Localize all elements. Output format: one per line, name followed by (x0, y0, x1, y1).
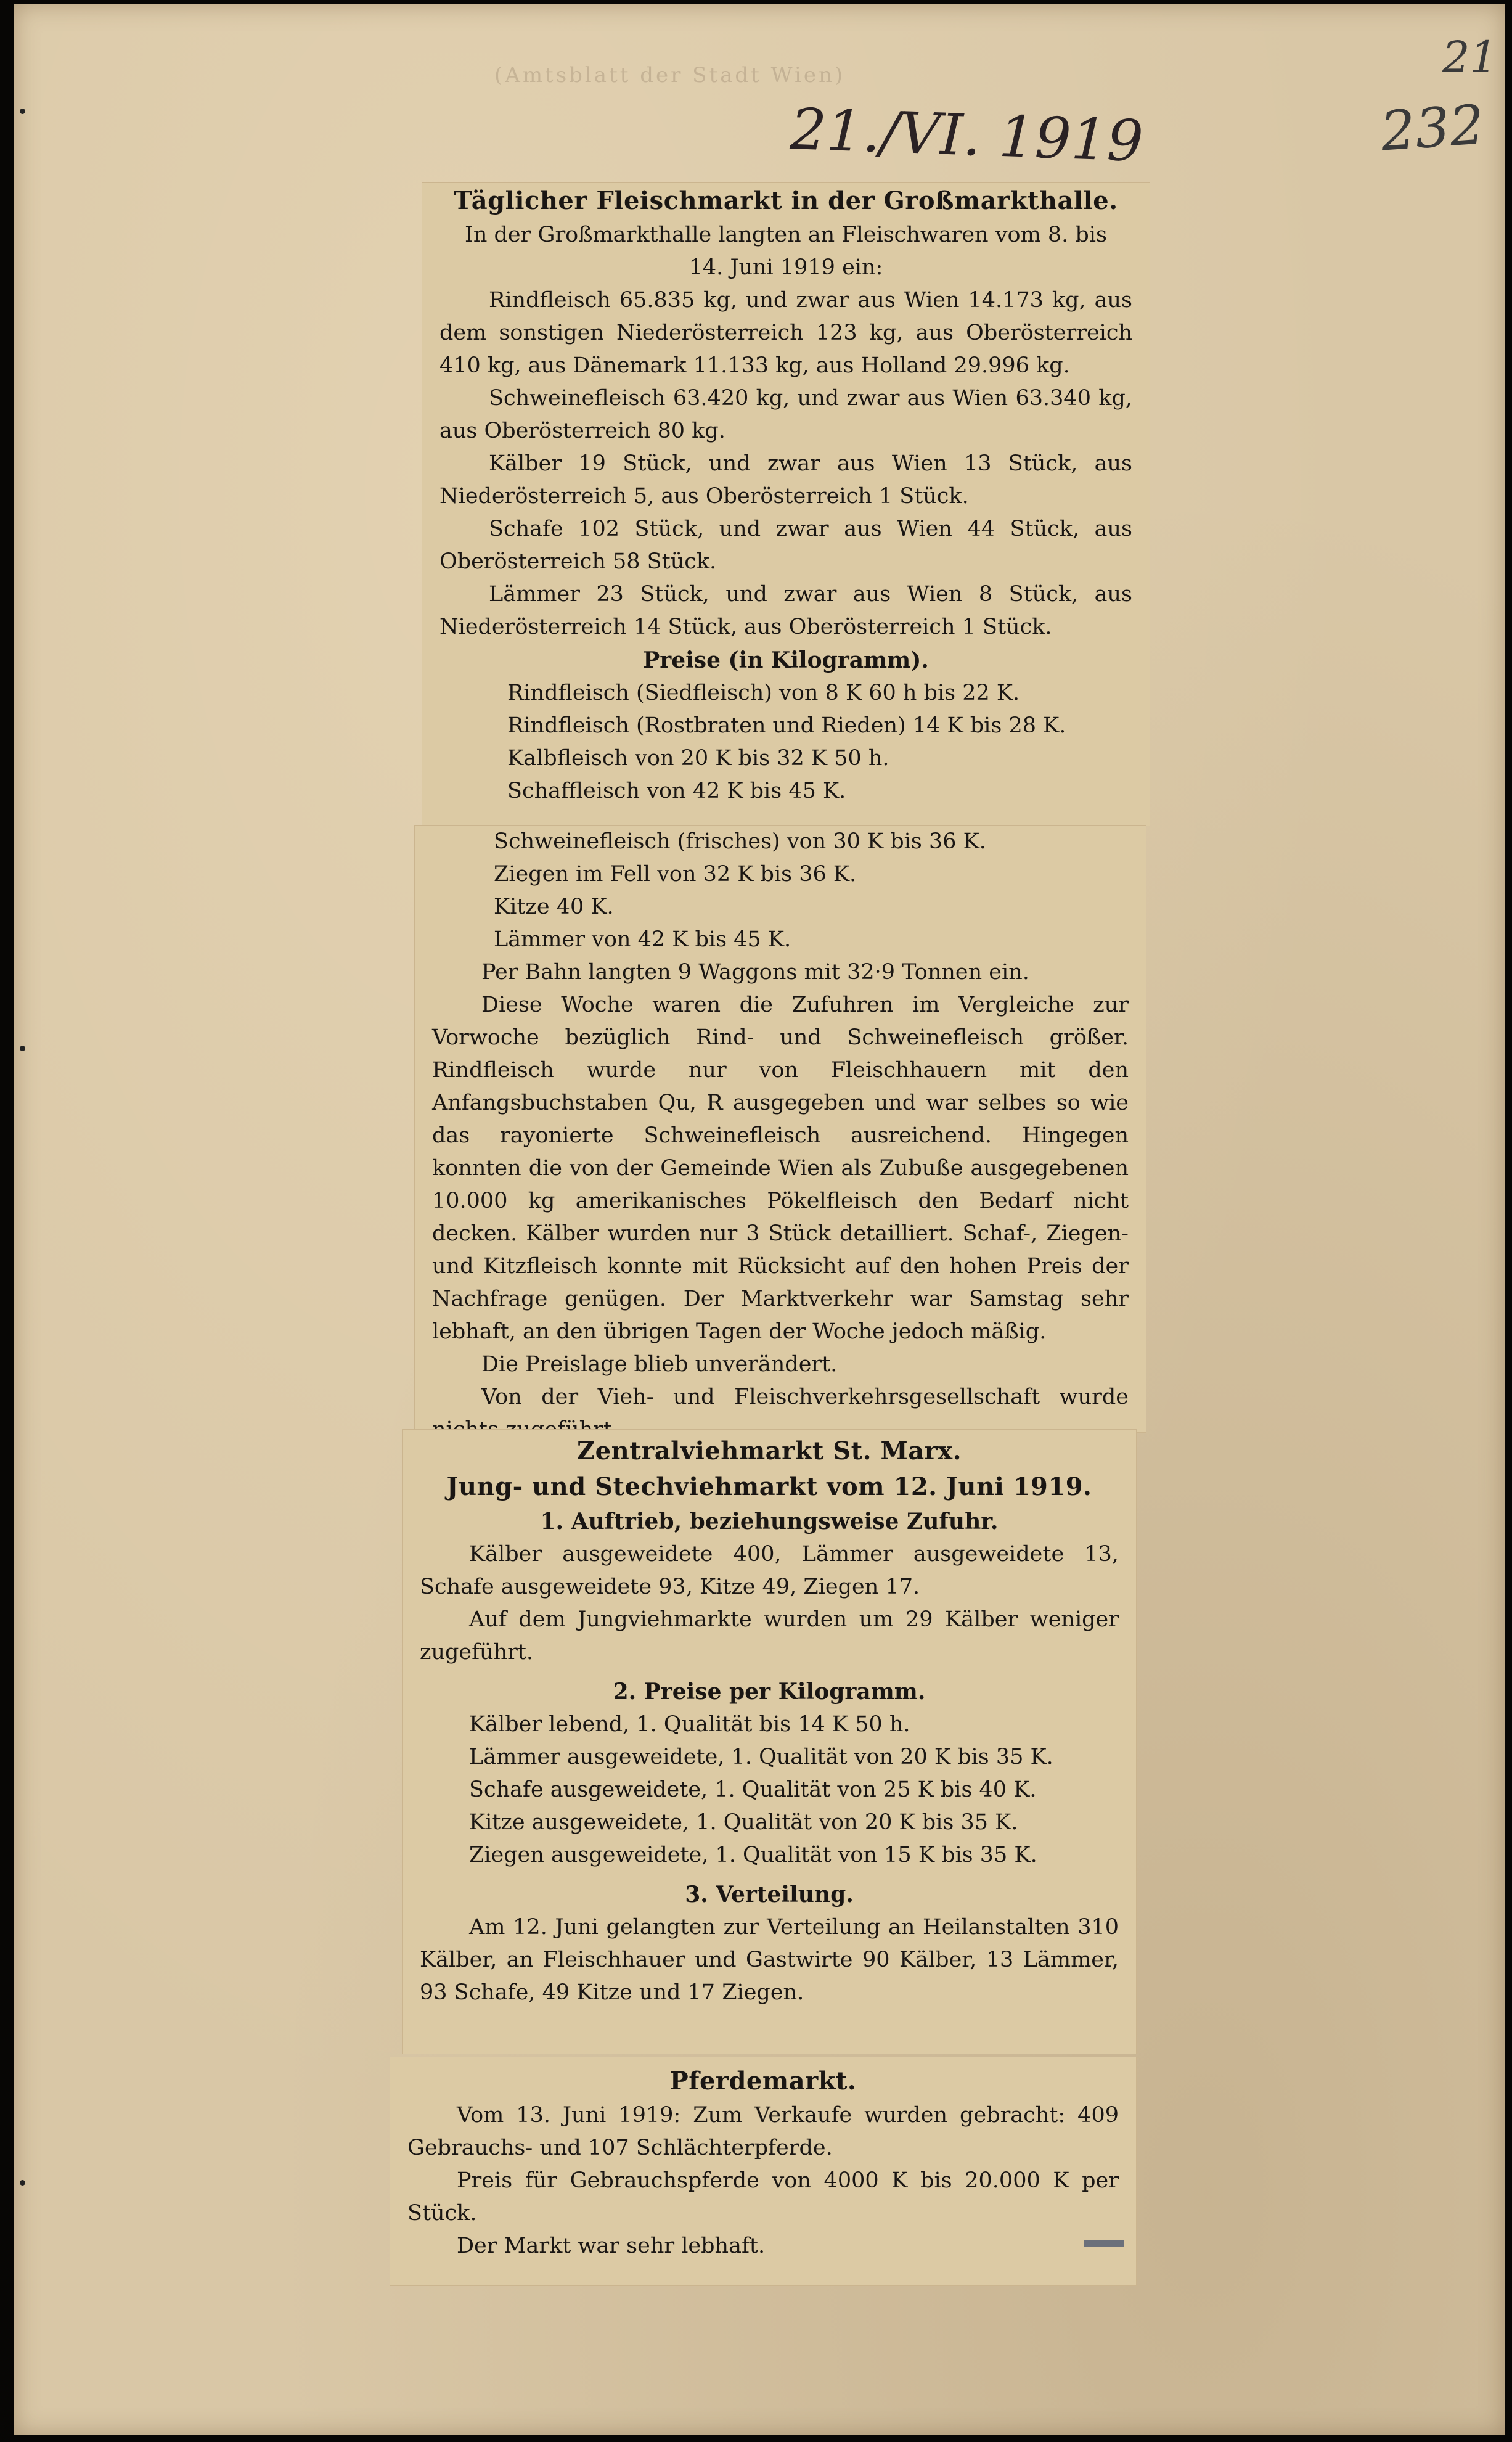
section-heading: 3. Verteilung. (685, 1882, 854, 1907)
paragraph: Die Preislage blieb unverändert. (481, 1352, 838, 1377)
ink-smudge (1084, 2240, 1124, 2247)
article-title: Täglicher Fleischmarkt in der Großmarkthalle. (454, 186, 1118, 215)
price-line: Lämmer von 42 K bis 45 K. (494, 927, 791, 952)
handwritten-number-top: 21 (1442, 32, 1498, 83)
price-line: Lämmer ausgeweidete, 1. Qualität von 20 K bis 35 K. (469, 1745, 1053, 1769)
section-heading: 2. Preise per Kilogramm. (613, 1679, 926, 1705)
punch-dot (20, 109, 25, 114)
paragraph: Von der Vieh- und Fleischverkehrsgesellschaft wurde (481, 1385, 1129, 1409)
handwritten-date: 21./VI. 1919 (789, 96, 1145, 174)
paragraph: Am 12. Juni gelangten zur Verteilung an Heilanstalten 310 Kälber, an Fleischhauer und Gastwirte 90 Kälber, 13 Lämmer, 93 Schafe, 49 Kitze und 17 Ziegen. (420, 1915, 1119, 2005)
price-line: Ziegen im Fell von 32 K bis 36 K. (494, 862, 857, 887)
price-line: Rindfleisch (Siedfleisch) von 8 K 60 h bis 22 K. (507, 681, 1020, 705)
price-line: Kitze 40 K. (494, 895, 614, 919)
price-line: Kalbfleisch von 20 K bis 32 K 50 h. (507, 746, 889, 771)
paragraph: Diese Woche waren die Zufuhren im Vergleiche zur Vorwoche bezüglich Rind- und Schweinefleisch größer. Rindfleisch wurde nur von Fleischhauern mit den Anfangsbuchstaben Qu, R ausgegeben und war selbes so wie das rayonierte Schweinefleisch ausreichend. Hingegen konnten die von der Gemeinde Wien als Zubuße ausgegebenen 10.000 kg amerikanisches Pökelfleisch den Bedarf nicht decken. Kälber wurden nur 3 Stück detailliert. Schaf-, Ziegen- und Kitzfleisch konnte mit Rücksicht auf den hohen Preis der Nachfrage genügen. Der Marktverkehr war Samstag sehr lebhaft, an den übrigen Tagen der Woche jedoch mäßig. (432, 993, 1129, 1344)
faint-stamp-text: (Amtsblatt der Stadt Wien) (494, 63, 846, 88)
archive-sheet (14, 4, 1505, 2435)
price-line: Kälber lebend, 1. Qualität bis 14 K 50 h. (469, 1712, 910, 1737)
price-line: Ziegen ausgeweidete, 1. Qualität von 15 K bis 35 K. (469, 1843, 1037, 1867)
paragraph: Rindfleisch 65.835 kg, und zwar aus Wien 14.173 kg, aus dem sonstigen Niederösterreich 123 kg, aus Oberösterreich 410 kg, aus Dänemark 11.133 kg, aus Holland 29.996 kg. (439, 288, 1132, 378)
paragraph: Kälber 19 Stück, und zwar aus Wien 13 Stück, aus Niederösterreich 5, aus Oberösterreich 1 Stück. (439, 451, 1132, 509)
price-line: Schafe ausgeweidete, 1. Qualität von 25 K bis 40 K. (469, 1777, 1037, 1802)
paragraph: Schafe 102 Stück, und zwar aus Wien 44 Stück, aus Oberösterreich 58 Stück. (439, 517, 1132, 574)
clipping-grossmarkthalle-continued (414, 825, 1146, 1433)
handwritten-folio-number: 232 (1378, 92, 1487, 163)
article-title: Zentralviehmarkt St. Marx. (576, 1436, 962, 1465)
article-title: Pferdemarkt. (669, 2067, 857, 2096)
paragraph: Schweinefleisch 63.420 kg, und zwar aus Wien 63.340 kg, aus Oberösterreich 80 kg. (439, 386, 1132, 443)
price-line: Rindfleisch (Rostbraten und Rieden) 14 K bis 28 K. (507, 713, 1066, 738)
paragraph: Lämmer 23 Stück, und zwar aus Wien 8 Stück, aus Niederösterreich 14 Stück, aus Oberösterreich 1 Stück. (439, 582, 1132, 639)
clipping-zentralviehmarkt (402, 1429, 1137, 2054)
paragraph: Preis für Gebrauchspferde von 4000 K bis 20.000 K per Stück. (407, 2168, 1119, 2226)
clipping-grossmarkthalle (422, 182, 1150, 826)
punch-dot (20, 1046, 25, 1051)
paragraph: Der Markt war sehr lebhaft. (457, 2234, 766, 2258)
paragraph: Per Bahn langten 9 Waggons mit 32·9 Tonnen ein. (481, 960, 1029, 985)
price-line: Schweinefleisch (frisches) von 30 K bis 36 K. (494, 829, 986, 854)
paragraph: Auf dem Jungviehmarkte wurden um 29 Kälber weniger zugeführt. (420, 1607, 1119, 1665)
article-intro: In der Großmarkthalle langten an Fleischwaren vom 8. bis 14. Juni 1919 ein: (465, 223, 1107, 280)
article-subtitle: Jung- und Stechviehmarkt vom 12. Juni 1919. (446, 1472, 1092, 1501)
section-heading: 1. Auftrieb, beziehungsweise Zufuhr. (540, 1509, 999, 1534)
price-line: Schaffleisch von 42 K bis 45 K. (507, 779, 846, 803)
price-line: Kitze ausgeweidete, 1. Qualität von 20 K bis 35 K. (469, 1810, 1018, 1835)
prices-heading: Preise (in Kilogramm). (643, 647, 929, 673)
paragraph: Kälber ausgeweidete 400, Lämmer ausgeweidete 13, Schafe ausgeweidete 93, Kitze 49, Ziegen 17. (420, 1542, 1119, 1599)
paragraph: Vom 13. Juni 1919: Zum Verkaufe wurden gebracht: 409 Gebrauchs- und 107 Schlächterpferde. (407, 2103, 1119, 2160)
clipping-pferdemarkt (390, 2057, 1137, 2286)
punch-dot (20, 2180, 25, 2186)
